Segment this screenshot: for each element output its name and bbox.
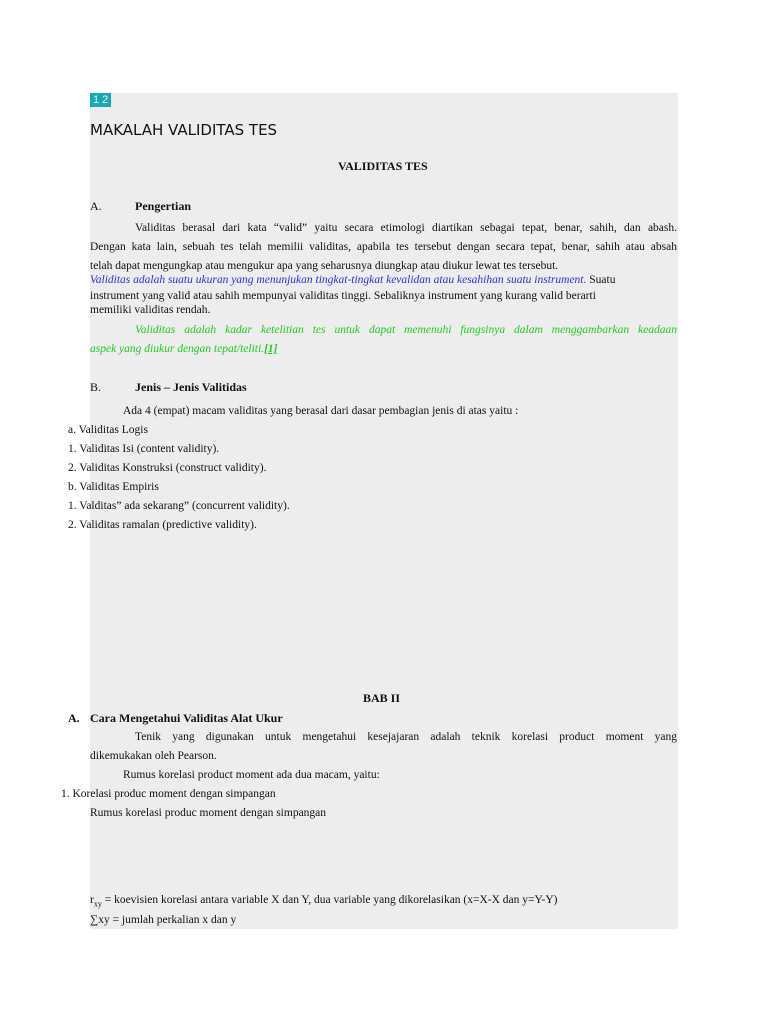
section-a-letter: A. [90, 199, 102, 213]
paragraph-line: Dengan kata lain, sebuah tes telah memilii validitas, apabila tes tersebut dengan secara tepat, benar, sahih atau absah [90, 241, 677, 253]
section-b-letter: B. [90, 380, 102, 394]
list-item: 2. Validitas ramalan (predictive validity). [68, 519, 257, 531]
rxy-symbol: r [90, 894, 94, 906]
paragraph-line: memiliki validitas rendah. [90, 304, 211, 316]
variable-definition: ∑xy = jumlah perkalian x dan y [90, 914, 237, 926]
list-item: b. Validitas Empiris [68, 481, 159, 493]
section-b-title: Jenis – Jenis Valitidas [135, 380, 247, 394]
section-a2-title: Cara Mengetahui Validitas Alat Ukur [90, 711, 283, 725]
section-a2-letter: A. [68, 711, 80, 725]
footnote-link[interactable]: [1] [264, 343, 278, 355]
quote-line: Validitas adalah kadar ketelitian tes untuk dapat memenuhi fungsinya dalam menggambarkan keadaan [135, 324, 677, 336]
formula-caption: Rumus korelasi produc moment dengan simpangan [90, 807, 327, 819]
list-item: a. Validitas Logis [68, 424, 148, 436]
list-item: 1. Korelasi produc moment dengan simpangan [61, 788, 276, 800]
chapter-heading: BAB II [363, 691, 401, 705]
rxy-description: = koevisien korelasi antara variable X dan Y, dua variable yang dikorelasikan (x=X-X dan y=Y-Y) [101, 894, 558, 906]
paragraph-line: dikemukakan oleh Pearson. [90, 750, 217, 762]
paragraph-line: Ada 4 (empat) macam validitas yang berasal dari dasar pembagian jenis di atas yaitu : [123, 405, 519, 417]
quote-line [90, 343, 277, 355]
paragraph-line: telah dapat mengungkap atau mengukur apa yang seharusnya diungkap atau diukur lewat tes tersebut. [90, 260, 559, 272]
list-item: 1. Validitas Isi (content validity). [68, 443, 220, 455]
page-number-badge: 1 2 [90, 93, 111, 107]
definition-italic: Validitas adalah suatu ukuran yang menunjukan tingkat-tingkat kevalidan atau kesahihan suatu instrument. [90, 274, 587, 286]
paragraph-line: Validitas berasal dari kata “valid” yaitu secara etimologi diartikan sebagai tepat, benar, sahih, dan abash. [135, 222, 677, 234]
document-title: MAKALAH VALIDITAS TES [90, 121, 278, 139]
list-item: 1. Valditas” ada sekarang” (concurrent validity). [68, 500, 290, 512]
paragraph-line: Rumus korelasi product moment ada dua macam, yaitu: [123, 769, 380, 781]
quote-text: aspek yang diukur dengan tepat/teliti. [90, 343, 265, 355]
rxy-subscript: xy [93, 899, 102, 909]
list-item: 2. Validitas Konstruksi (construct validity). [68, 462, 267, 474]
paragraph-line: instrument yang valid atau sahih mempunyai validitas tinggi. Sebaliknya instrument yang kurang valid berarti [90, 290, 596, 302]
definition-rest: Suatu [586, 274, 616, 286]
definition-line [90, 274, 615, 286]
variable-definition [90, 894, 558, 908]
section-a-title: Pengertian [135, 199, 191, 213]
section-heading: VALIDITAS TES [338, 159, 428, 173]
paragraph-line: Tenik yang digunakan untuk mengetahui kesejajaran adalah teknik korelasi product moment yang [135, 731, 677, 743]
